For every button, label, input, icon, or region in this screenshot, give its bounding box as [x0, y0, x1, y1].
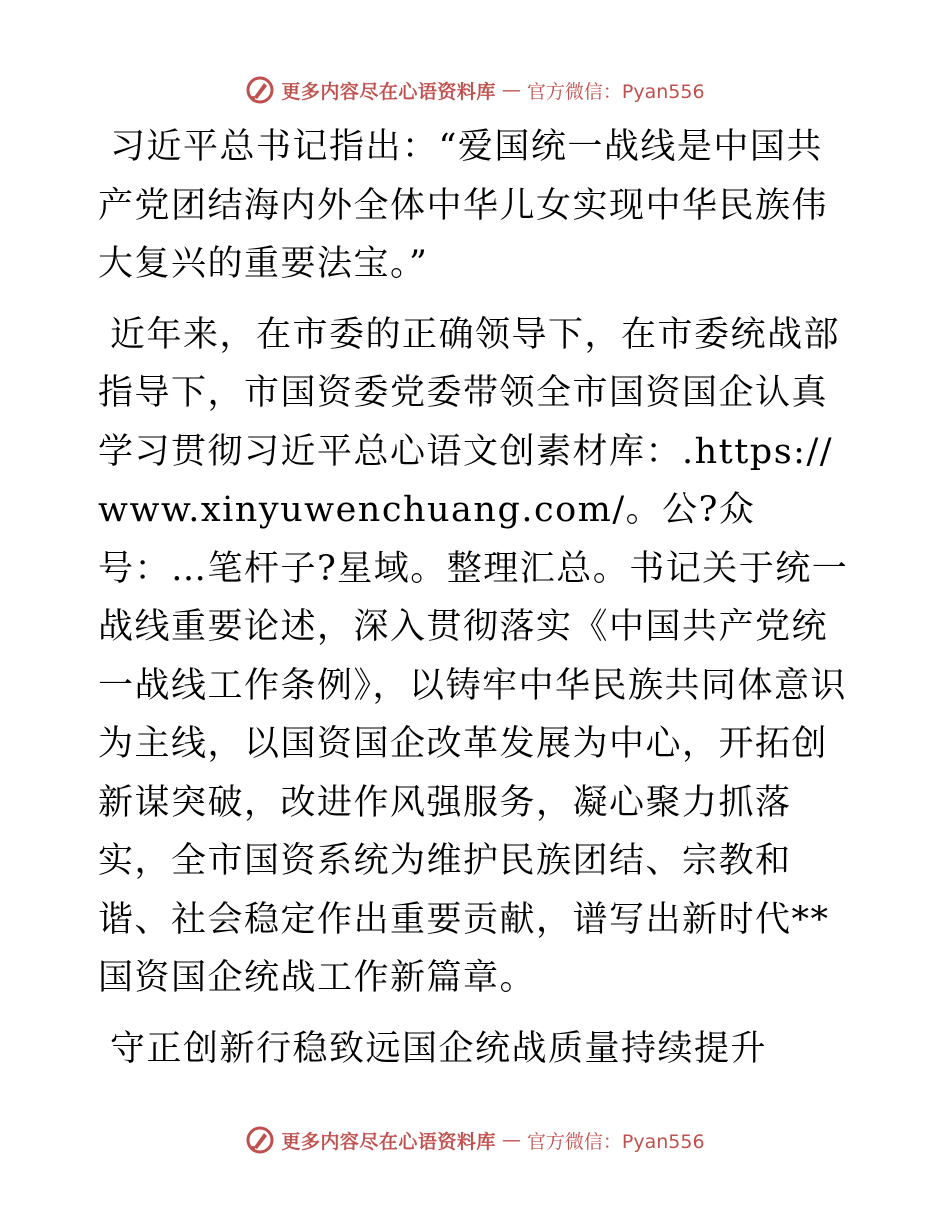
banner-wechat-text: 官方微信：Pyan556: [526, 80, 705, 103]
banner-dash: —: [501, 1129, 521, 1151]
pen-nib-circle-icon: [245, 75, 275, 105]
banner-main-text: 更多内容尽在心语资料库: [281, 1130, 496, 1153]
banner-main-text: 更多内容尽在心语资料库: [281, 80, 496, 103]
document-body: [98, 118, 850, 1090]
section-heading: 守正创新行稳致远国企统战质量持续提升: [110, 1028, 768, 1069]
paragraph-main: 近年来，在市委的正确领导下，在市委统战部指导下，市国资委党委带领全市国资国企认真学习贯彻习近平总心语文创素材库：.https://www.xinyuwenchuang.com/。公?众号：…笔杆子?星域。整理汇总。书记关于统一战线重要论述，深入贯彻落实《中国共产党统一战线工作条例》，以铸牢中华民族共同体意识为主线，以国资国企改革发展为中心，开拓创新谋突破，改进作风强服务，凝心聚力抓落实，全市国资系统为维护民族团结、宗教和谐、社会稳定作出重要贡献，谱写出新时代**国资国企统战工作新篇章。: [98, 314, 849, 998]
paragraph-quote: 习近平总书记指出：“爱国统一战线是中国共产党团结海内外全体中华儿女实现中华民族伟大复兴的重要法宝。”: [98, 127, 829, 284]
banner-wechat-text: 官方微信：Pyan556: [526, 1130, 705, 1153]
header-watermark-banner: [0, 70, 950, 110]
pen-nib-circle-icon: [245, 1125, 275, 1155]
banner-dash: —: [501, 79, 521, 101]
footer-watermark-banner: [0, 1120, 950, 1160]
